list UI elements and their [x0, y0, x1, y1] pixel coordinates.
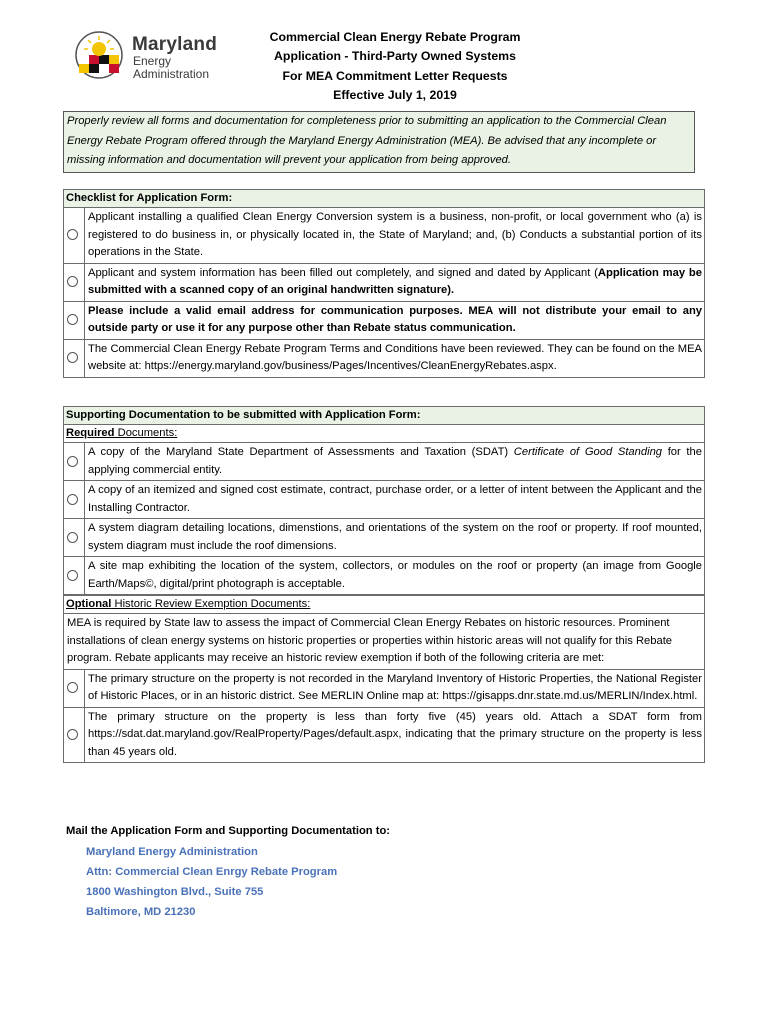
checklist-item-text: Please include a valid email address for communication purposes. MEA will not distribute your email to any outside party or use it for any purpose other than Rebate status communication. [88, 304, 702, 334]
req1-text-c: for the applying commercial entity. [88, 446, 702, 476]
checkbox-cell [64, 481, 85, 518]
title-line1: Commercial Clean Energy Rebate Program [269, 30, 521, 44]
optional-subheading [64, 595, 704, 614]
checklist-heading: Checklist for Application Form: [64, 190, 704, 208]
optional-paragraph: MEA is required by State law to assess the impact of Commercial Clean Energy Rebates on historic resources. Prominent installations of clean energy systems on historic properties or properties within historic areas will not qualify for this Rebate program. Rebate applicants may receive an historic review exemption if both of the following criteria are met: [64, 614, 704, 670]
required-label: Required [66, 427, 115, 439]
mail-address-line4: Baltimore, MD 21230 [86, 906, 196, 918]
required-item-1 [64, 443, 704, 481]
checkbox-cell [64, 557, 85, 594]
item2-bold-text: Application may be submitted with a scanned copy of an original handwritten signature). [88, 266, 702, 296]
required-item-4 [64, 557, 704, 595]
title-line3: For MEA Commitment Letter Requests [282, 68, 508, 83]
supporting-heading: Supporting Documentation to be submitted with Application Form: [64, 407, 704, 425]
checkbox-cell [64, 519, 85, 556]
req1-text-a: A copy of the Maryland State Department of Assessments and Taxation (SDAT) [88, 446, 514, 458]
logo-line2: Energy [133, 54, 172, 68]
optional-item-text: The primary structure on the property is not recorded in the Maryland Inventory of Historic Properties, the National Register of Historic Places, or in an historic district. See MERLIN Online map at: https://gisapps.dnr.state.md.us/MERLIN/Index.html. [88, 672, 702, 702]
required-item-text: A copy of an itemized and signed cost estimate, contract, purchase order, or a letter of intent between the Applicant and the Installing Contractor. [88, 484, 702, 514]
intro-notice: Properly review all forms and documentation for completeness prior to submitting an application to the Commercial Clean Energy Rebate Program offered through the Maryland Energy Administration (MEA). Be advised that any incomplete or missing information and documentation will prevent your application from being approved. [63, 111, 695, 173]
item2-text: Applicant and system information has been filled out completely, and signed and dated by Applicant ( [88, 266, 598, 279]
required-item-3 [64, 519, 704, 557]
checklist-item-4 [64, 340, 704, 377]
checklist-checkbox-2[interactable] [67, 276, 78, 287]
maryland-flag-sun-icon [74, 30, 124, 80]
required-item-text: A site map exhibiting the location of the system, collectors, or modules on the roof or property (an image from Google Earth/Maps©, digital/print photograph is acceptable. [88, 560, 702, 590]
checkbox-cell [64, 670, 85, 707]
logo-name: Maryland [132, 34, 218, 55]
checklist-item-3 [64, 302, 704, 340]
checklist-item-1 [64, 208, 704, 264]
checkbox-cell [64, 208, 85, 263]
required-checkbox-2[interactable] [67, 494, 78, 505]
logo-line3: Administration [133, 67, 210, 81]
checkbox-cell [64, 264, 85, 301]
required-item-text: A system diagram detailing locations, dimenstions, and orientations of the system on the roof or property. If roof mounted, system diagram must include the roof dimensions. [88, 522, 702, 552]
mea-logo [74, 30, 239, 88]
optional-checkbox-1[interactable] [67, 682, 78, 693]
title-line4: Effective July 1, 2019 [333, 88, 457, 103]
checklist-section [63, 189, 705, 378]
checklist-checkbox-4[interactable] [67, 352, 78, 363]
checkbox-cell [64, 708, 85, 763]
checklist-checkbox-1[interactable] [67, 229, 78, 240]
page-title [230, 28, 560, 106]
required-rest: Documents: [114, 427, 178, 439]
mail-address-line2: Attn: Commercial Clean Enrgy Rebate Program [86, 866, 338, 878]
optional-label: Optional [66, 598, 112, 610]
title-line2: Application - Third-Party Owned Systems [274, 49, 516, 64]
checkbox-cell [64, 302, 85, 339]
checklist-item-text: The Commercial Clean Energy Rebate Program Terms and Conditions have been reviewed. They can be found on the MEA website at: https://energy.maryland.gov/business/Pages/Incentives/CleanEnergyRebates.aspx. [88, 342, 702, 372]
required-checkbox-1[interactable] [67, 456, 78, 467]
checkbox-cell [64, 340, 85, 377]
checklist-checkbox-3[interactable] [67, 314, 78, 325]
mail-address-line1: Maryland Energy Administration [86, 846, 258, 858]
supporting-docs-section [63, 406, 705, 763]
req1-text-b: Certificate of Good Standing [513, 446, 663, 458]
optional-checkbox-2[interactable] [67, 729, 78, 740]
mail-heading: Mail the Application Form and Supporting Documentation to: [66, 825, 391, 837]
optional-item-text: The primary structure on the property is less than forty five (45) years old. Attach a SDAT form from https://sdat.dat.maryland.gov/RealProperty/Pages/default.aspx, indicating that the primary structure on the property is less than 45 years old. [88, 710, 702, 758]
checklist-item-text: Applicant installing a qualified Clean Energy Conversion system is a business, non-profit, or local government who (a) is registered to do business in, or physically located in, the State of Maryland; and, (b) Conducts a substantial portion of its operations in the State. [88, 211, 702, 258]
optional-item-1 [64, 670, 704, 708]
required-item-2 [64, 481, 704, 519]
mail-address-line3: 1800 Washington Blvd., Suite 755 [86, 886, 264, 898]
optional-rest: Historic Review Exemption Documents: [111, 598, 311, 610]
checkbox-cell [64, 443, 85, 480]
required-subheading [64, 425, 704, 443]
checklist-item-2 [64, 264, 704, 302]
required-checkbox-3[interactable] [67, 532, 78, 543]
optional-item-2 [64, 708, 704, 763]
required-item-text [85, 443, 704, 480]
required-checkbox-4[interactable] [67, 570, 78, 581]
checklist-item-text [85, 264, 704, 301]
